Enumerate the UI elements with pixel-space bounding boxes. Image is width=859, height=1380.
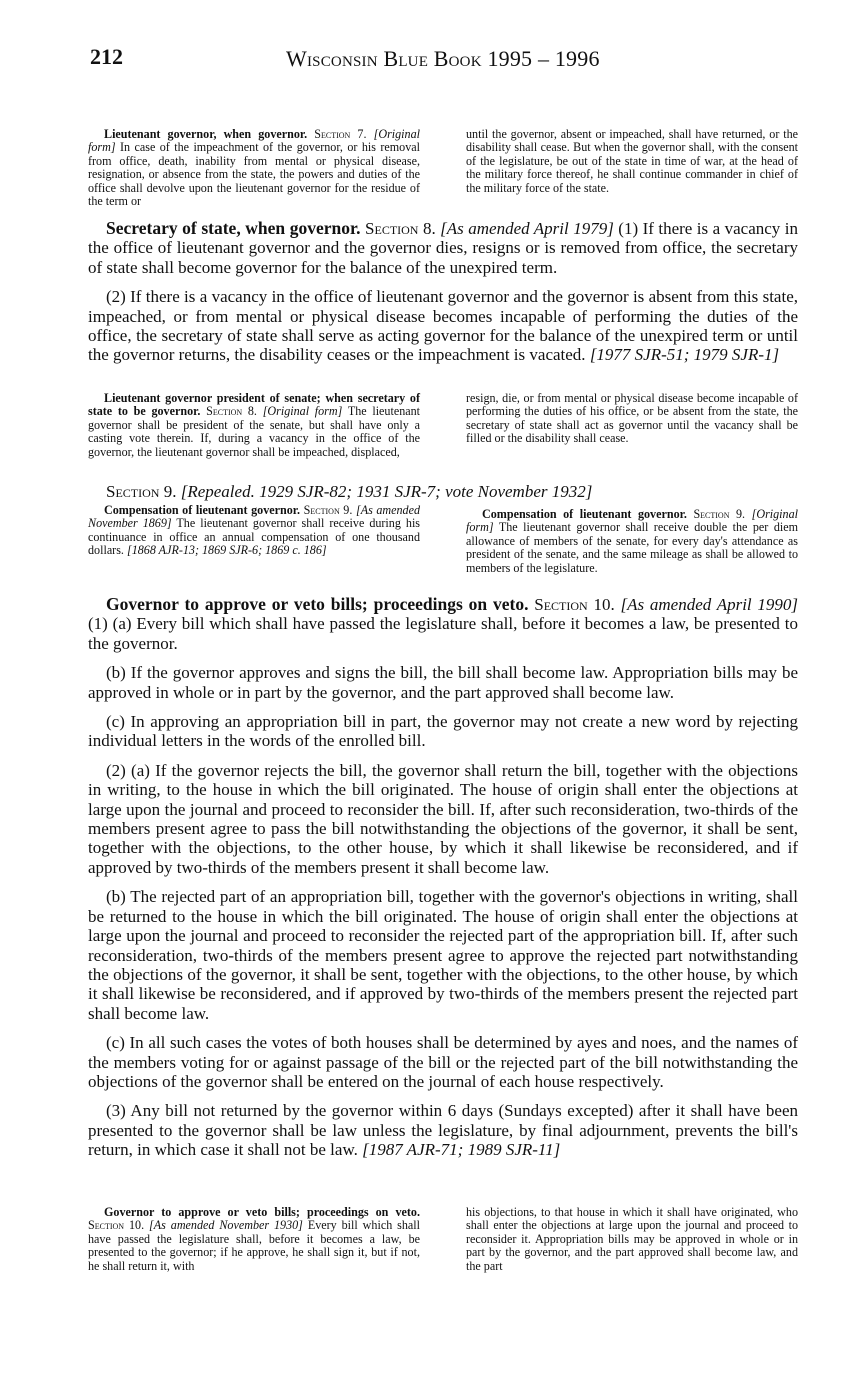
section-paragraph: (1) (a) Every bill which shall have passed the legislature shall, before it becomes a law, be presented to the governor. — [88, 614, 798, 653]
section-paragraph: (b) If the governor approves and signs the bill, the bill shall become law. Appropriation bills may be approved in whole or in part by the governor, and the part approved shall become law. — [88, 663, 798, 702]
note-section: Section 9. — [303, 503, 353, 517]
page-number: 212 — [90, 44, 123, 69]
note-left-column — [88, 392, 420, 459]
section-paragraph: (3) Any bill not returned by the governor within 6 days (Sundays excepted) after it shall have been presented to the governor shall be law unless the legislature, by final adjournment, prevents the bill's return, in which case it shall not be law. — [88, 1101, 798, 1160]
note-lt-governor-president-of-senate — [88, 392, 798, 459]
section-label: Section 9. — [106, 482, 177, 501]
section-paragraph: (c) In approving an appropriation bill in part, the governor may not create a new word by rejecting individual letters in the words of the enrolled bill. — [88, 712, 798, 751]
note-heading: Compensation of lieutenant governor. — [104, 503, 301, 517]
section-label: Section 10. — [534, 595, 615, 614]
note-text-continued: until the governor, absent or impeached, shall have returned, or the disability shall cease. But when the governor shall, with the consent of the legislature, be out of the state in time of war, at the head of the military force thereof, he shall continue commander in chief of the military force of the state. — [466, 127, 798, 195]
section-heading: Governor to approve or veto bills; proceedings on veto. — [106, 594, 529, 614]
note-text-continued: resign, die, or from mental or physical disease become incapable of performing the duties of his office, or be absent from the state, the secretary of state shall act as governor until the vacancy shall be filled or the disability shall cease. — [466, 391, 798, 446]
note-text: In case of the impeachment of the governor, or his removal from office, death, inability from mental or physical disease, resignation, or absence from the state, the powers and duties of the office shall devolve upon the lieutenant governor for the residue of the term or — [88, 140, 421, 209]
note-left-column — [88, 504, 420, 575]
section-8 — [88, 219, 798, 375]
note-text: The lieutenant governor shall receive double the per diem allowance of members of the senate, for every day's attendance as president of the senate, and the same mileage as shall be allowed to members of the legislature. — [466, 520, 798, 575]
section-amendment: [As amended April 1979] — [440, 219, 614, 238]
section-paragraph: (2) (a) If the governor rejects the bill, the governor shall return the bill, together with the objections in writing, to the house in which the bill originated. The house of origin shall enter the objections at large upon the journal and proceed to reconsider the bill. If, after such reconsideration, two-thirds of the members present agree to pass the bill notwithstanding the objections of the governor, it shall be sent, together with the objections, to the other house, by which it shall likewise be reconsidered, and if approved by two-thirds of the members present it shall become law. — [88, 760, 798, 877]
section-citation: [1977 SJR-51; 1979 SJR-1] — [589, 345, 780, 365]
note-heading: Compensation of lieutenant governor. — [482, 507, 687, 521]
note-right-column — [466, 128, 798, 208]
note-source: [Original form] — [466, 507, 798, 535]
note-compensation-lt-governor — [88, 504, 798, 575]
section-10 — [88, 595, 798, 1170]
note-amendment: [As amended November 1930] — [149, 1218, 303, 1233]
note-section: Section 8. — [206, 404, 257, 419]
note-right-column — [466, 392, 798, 459]
page-header — [90, 44, 799, 78]
note-lt-governor-when-governor — [88, 128, 798, 208]
section-label: Section 8. — [365, 219, 436, 238]
note-right-column — [466, 504, 798, 575]
note-heading: Governor to approve or veto bills; proceedings on veto. — [104, 1205, 420, 1219]
note-right-column — [466, 1206, 798, 1273]
section-citation: [1987 AJR-71; 1989 SJR-11] — [362, 1140, 561, 1160]
note-left-column — [88, 1206, 420, 1273]
section-paragraph: (1) If there is a vacancy in the office of lieutenant governor and the governor dies, resigns or is removed from office, the secretary of state shall become governor for the balance of the unexpired term. — [88, 219, 798, 277]
note-heading: Lieutenant governor, when governor. — [104, 127, 308, 141]
note-citation: [1868 AJR-13; 1869 SJR-6; 1869 c. 186] — [126, 543, 327, 558]
note-section: Section 7. — [314, 127, 367, 141]
section-paragraph: (2) If there is a vacancy in the office of lieutenant governor and the governor is absent from this state, impeached, or from mental or physical disease becomes incapable of performing the duties of the office, the secretary of state shall serve as acting governor for the balance of the unexpired term or until the governor returns, the disability ceases or the impeachment is vacated. — [88, 287, 798, 365]
note-source: [Original form] — [262, 404, 343, 419]
section-amendment: [As amended April 1990] — [620, 595, 799, 614]
note-text: The lieutenant governor shall receive during his continuance in office an annual compensation of one thousand dollars. — [88, 516, 421, 558]
note-text: Every bill which shall have passed the legislature shall, before it becomes a law, be presented to the governor; if he approve, he shall sign it, but if not, he shall return it, with — [88, 1218, 421, 1273]
note-governor-veto-original — [88, 1206, 798, 1273]
section-heading: Secretary of state, when governor. — [106, 218, 361, 238]
note-text: The lieutenant governor shall be president of the senate, but shall have only a casting vote therein. If, during a vacancy in the office of the governor, the lieutenant governor shall be impeached, displaced, — [88, 404, 421, 459]
note-section: Section 10. — [88, 1218, 145, 1233]
note-heading: Lieutenant governor president of senate; when secretary of state to be governor. — [88, 391, 420, 419]
note-section: Section 9. — [693, 507, 746, 521]
note-left-column — [88, 128, 420, 208]
note-source: [Original form] — [88, 127, 420, 155]
section-repealed: [Repealed. 1929 SJR-82; 1931 SJR-7; vote November 1932] — [180, 482, 593, 501]
running-title: Wisconsin Blue Book 1995 – 1996 — [286, 46, 600, 71]
note-amendment: [As amended November 1869] — [88, 503, 421, 531]
section-paragraph: (c) In all such cases the votes of both houses shall be determined by ayes and noes, and the names of the members voting for or against passage of the bill or the rejected part of the bill notwithstanding the objections of the governor shall be entered on the journal of each house respectively. — [88, 1033, 798, 1091]
note-text-continued: his objections, to that house in which it shall have originated, who shall enter the objections at large upon the journal and proceed to reconsider it. Appropriation bills may be approved in whole or in part by the governor, and the part approved shall become law, and the part — [466, 1205, 798, 1273]
section-paragraph: (b) The rejected part of an appropriation bill, together with the governor's objections in writing, shall be returned to the house in which the bill originated. The house of origin shall enter the objections at large upon the journal and proceed to reconsider the rejected part of the appropriation bill. If, after such reconsideration, two-thirds of the members present agree to approve the rejected part notwithstanding the objections of the governor, it shall be sent, together with the objections, to the other house, by which it shall likewise be reconsidered, and if approved by two-thirds of the members present the rejected part shall become law. — [88, 887, 798, 1023]
